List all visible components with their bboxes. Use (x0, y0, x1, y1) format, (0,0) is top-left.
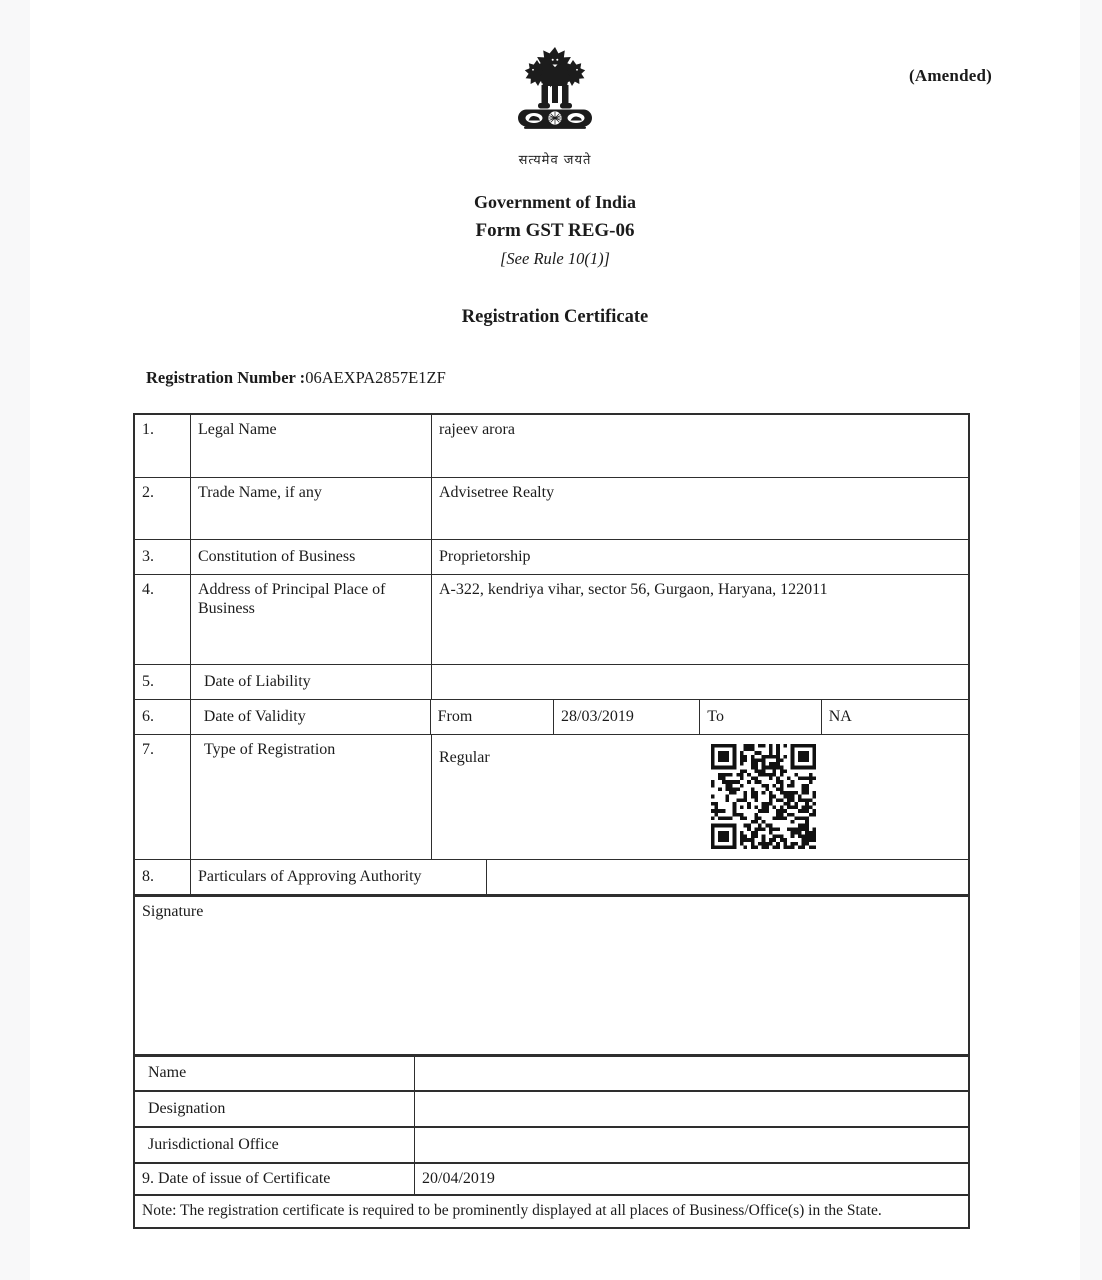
field-label-principal-address: Address of Principal Place of Business (190, 575, 431, 664)
field-value-date-of-liability (431, 665, 968, 699)
emblem-motto: सत्यमेव जयते (518, 153, 592, 168)
field-value-trade-name: Advisetree Realty (431, 478, 968, 539)
emblem-block (30, 46, 1080, 168)
table-row (135, 539, 968, 574)
field-value-legal-name: rajeev arora (431, 415, 968, 477)
amended-label: (Amended) (908, 66, 992, 85)
table-row (135, 1162, 968, 1194)
registration-number-label: Registration Number : (146, 368, 306, 387)
validity-from-value: 28/03/2019 (553, 700, 699, 734)
certificate-title: Registration Certificate (461, 307, 649, 327)
signature-row (135, 894, 968, 1054)
signature-label: Signature (142, 903, 204, 920)
row-number: 4. (142, 581, 154, 598)
government-heading: Government of India (474, 192, 636, 212)
table-row (135, 477, 968, 539)
table-row (135, 415, 968, 477)
note-row (135, 1194, 968, 1227)
field-label-date-of-validity: Date of Validity (190, 700, 430, 734)
footer-value-designation (414, 1092, 968, 1126)
field-label-constitution: Constitution of Business (190, 540, 431, 574)
table-row (135, 664, 968, 699)
validity-to-label: To (699, 700, 820, 734)
certificate-table (133, 413, 970, 1229)
note-text: Note: The registration certificate is required to be prominently displayed at all places of Business/Office(s) in the State. (142, 1202, 882, 1220)
row-number: 2. (142, 484, 154, 501)
footer-value-jurisdictional-office (414, 1128, 968, 1162)
footer-label-designation: Designation (148, 1099, 226, 1117)
validity-from-label: From (430, 700, 553, 734)
table-row (135, 1090, 968, 1126)
table-row (135, 859, 968, 894)
row-number: 6. (142, 707, 154, 725)
table-row (135, 1126, 968, 1162)
field-label-legal-name: Legal Name (190, 415, 431, 477)
form-title: Form GST REG-06 (475, 220, 635, 241)
footer-value-name (414, 1057, 968, 1090)
field-value-constitution: Proprietorship (431, 540, 968, 574)
registration-number (146, 368, 446, 388)
row-number: 5. (142, 672, 154, 690)
footer-label-name: Name (148, 1064, 187, 1082)
row-number: 1. (142, 421, 154, 438)
field-label-type-of-registration: Type of Registration (190, 735, 431, 859)
field-value-approving-authority (486, 860, 968, 894)
footer-label-date-of-issue: 9. Date of issue of Certificate (142, 1169, 331, 1187)
field-label-date-of-liability: Date of Liability (190, 665, 431, 699)
validity-to-value: NA (821, 700, 968, 734)
row-number: 8. (142, 867, 154, 885)
table-row (135, 734, 968, 859)
registration-number-value: 06AEXPA2857E1ZF (305, 368, 446, 387)
certificate-page (30, 0, 1080, 1280)
field-value-principal-address: A-322, kendriya vihar, sector 56, Gurgaon, Haryana, 122011 (431, 575, 968, 664)
row-number: 3. (142, 547, 154, 565)
field-label-approving-authority: Particulars of Approving Authority (190, 860, 486, 894)
table-row (135, 1054, 968, 1090)
table-row (135, 574, 968, 664)
field-label-trade-name: Trade Name, if any (190, 478, 431, 539)
qr-code (711, 744, 816, 849)
table-row (135, 699, 968, 734)
footer-label-jurisdictional-office: Jurisdictional Office (148, 1135, 279, 1153)
rule-reference: [See Rule 10(1)] (500, 249, 610, 268)
row-number: 7. (142, 741, 154, 758)
field-value-type-of-registration (431, 735, 968, 859)
state-emblem-of-india-icon (507, 131, 603, 148)
footer-value-date-of-issue: 20/04/2019 (414, 1164, 968, 1194)
registration-type-value: Regular (439, 749, 490, 766)
